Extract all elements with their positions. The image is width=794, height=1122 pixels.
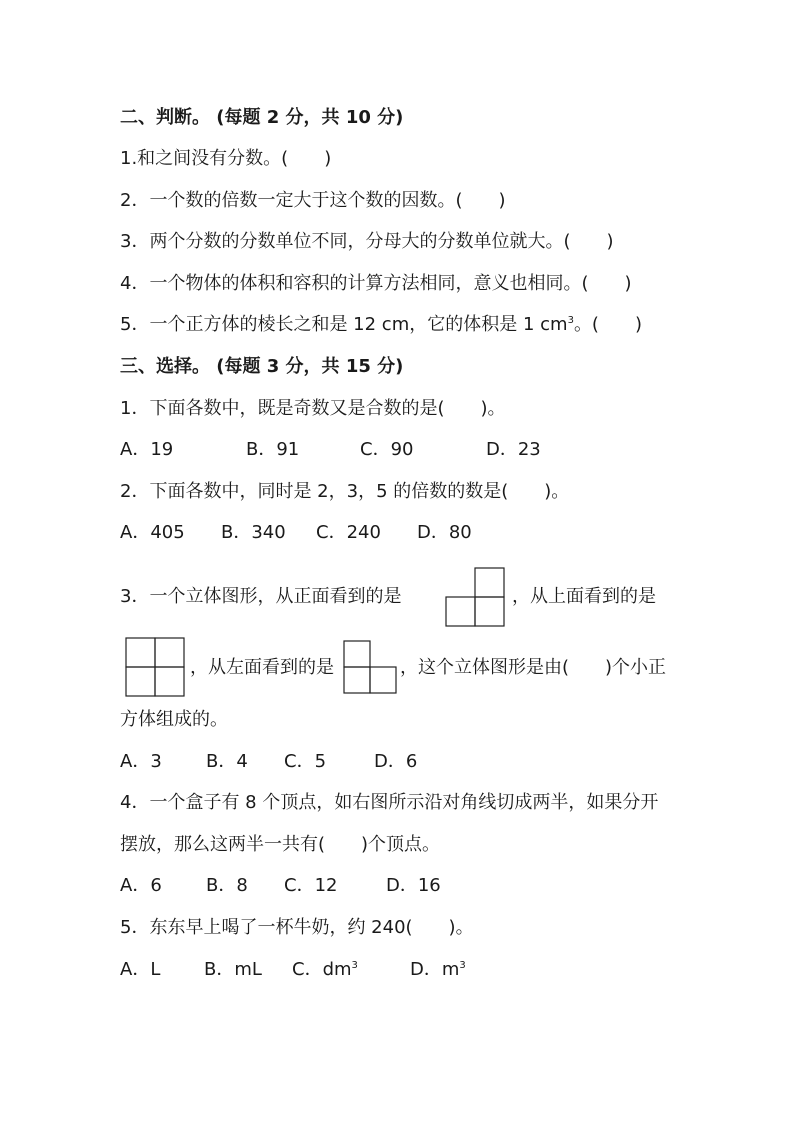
option-a [120,957,160,983]
option-a: A．6 [120,875,162,896]
option-c-text: C．dm [292,959,352,980]
option-d: D．16 [386,875,441,896]
section2-heading: 二、判断。 (每题 2 分，共 10 分) [120,107,404,128]
option-b: B．91 [246,439,300,460]
option-a: A．19 [120,439,174,460]
choice-q5-stem: 5．东东早上喝了一杯牛奶，约 240( )。 [120,917,474,938]
judge-item-5-paren: 。( ) [573,314,642,335]
option-a: A．405 [120,522,185,543]
option-c [292,957,358,983]
judge-item-2: 2．一个数的倍数一定大于这个数的因数。( ) [120,190,506,211]
superscript: 3 [459,960,466,971]
choice-q3-part2: ，从上面看到的是 [512,586,656,607]
choice-q3-part1: 3．一个立体图形，从正面看到的是 [120,586,402,607]
option-c: C．5 [284,751,327,772]
option-c: C．240 [316,522,381,543]
option-b-text: B．mL [204,959,262,980]
choice-q2-stem: 2．下面各数中，同时是 2，3，5 的倍数的数是( )。 [120,481,570,502]
option-d: D．80 [417,522,472,543]
superscript: 3 [567,315,574,326]
option-a-text: A．L [120,959,161,980]
judge-item-5-text: 5．一个正方体的棱长之和是 12 cm，它的体积是 1 cm [120,314,568,335]
option-c: C．90 [360,439,414,460]
judge-item-4: 4．一个物体的体积和容积的计算方法相同，意义也相同。( ) [120,273,632,294]
choice-q3-part4: ，这个立体图形是由( )个小正 [400,657,667,678]
option-d [410,957,466,983]
option-d: D．23 [486,439,541,460]
option-d: D．6 [374,751,418,772]
option-b: B．340 [221,522,286,543]
top-view-figure [125,637,187,699]
choice-q4-line2: 摆放，那么这两半一共有( )个顶点。 [120,834,441,855]
choice-q3-part5: 方体组成的。 [120,709,228,730]
option-a: A．3 [120,751,162,772]
left-view-figure [343,639,399,695]
option-b: B．8 [206,875,248,896]
choice-q4-line1: 4．一个盒子有 8 个顶点，如右图所示沿对角线切成两半，如果分开 [120,792,659,813]
judge-item-5 [120,312,642,338]
option-b [204,957,262,983]
option-d-text: D．m [410,959,460,980]
judge-item-3: 3．两个分数的分数单位不同，分母大的分数单位就大。( ) [120,231,614,252]
choice-q1-stem: 1．下面各数中，既是奇数又是合数的是( )。 [120,398,506,419]
option-b: B．4 [206,751,248,772]
section3-heading: 三、选择。 (每题 3 分，共 15 分) [120,356,404,377]
front-view-figure [445,566,507,628]
judge-item-1: 1.和之间没有分数。( ) [120,148,332,169]
option-c: C．12 [284,875,338,896]
superscript: 3 [351,960,358,971]
choice-q3-part3: ，从左面看到的是 [190,657,334,678]
